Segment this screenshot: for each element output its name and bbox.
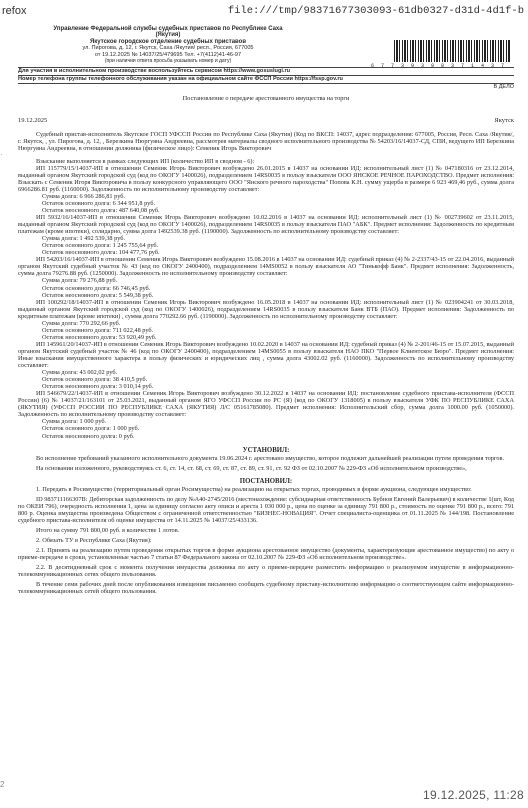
ip-item: ИП 115779/15/14037-ИП в отношении Семеник Игорь Викторович возбуждено 26.01.2015 в 14037 на основании ИД: исполнительный лист (1) № 047180316 от 23.12.2014, выданный органом Якутский городской суд (код по ОКОГУ 1400026), подразделением 14RS0035 в пользу взыскателя ООО ЯНСКОЕ РЕЧНОЕ ПАРОХОДСТВО. Предмет исполнения: Взыскать с Семеник Игоря Викторовича в пользу конкурсного управляющего ООО "Янского речного пароходства" Попова К.Н. сумму ущерба в размере 6 923 469,46 руб., сумма долга 6966286.81 руб. (1160000). Задолженность по исполнительному производству составляет: [18,164,514,193]
ip-item: ИП 145961/20/14037-ИП в отношении Семеник Игорь Викторович возбуждено 10.02.2020 в 14037 на основании ИД: судебный приказ (4) № 2-201/46-15 от 15.07.2015, выданный органом Якутский судебный участок № 46 (код по ОКОГУ 2400400), подразделением 14MS0055 в пользу взыскателя НАО ПКО "Первое Клиентское Бюро". Предмет исполнения: Иные взыскания имущественного характера в пользу физических и юридических лиц , сумма долга 43002.02 руб. (1160000). Задолженность по исполнительному производству составляет: [18,340,515,370]
header-block [18,26,318,64]
doc-title: Постановление о передаче арестованного имущества на торги [182,95,350,103]
ip-item: ИП 100292/18/14037-ИП в отношении Семеник Игорь Викторович возбуждено 16.05.2018 в 14037 на основании ИД: исполнительный лист (1) № 023904241 от 30.03.2018, выданный органом Якутский городской суд (код по ОКОГУ 1400026), подразделением 14RS0035 в пользу взыскателя Банк ВТБ (ПАО). Предмет исполнения: Задолженность по кредитным платежам (кроме ипотеки) , сумма долга 770292.66 руб. (1190000). Задолженность по исполнительному производству составляет: [18,298,514,320]
lot-description: ID 983711166307В: Дебиторская задолженность по делу №А40-2745/2016 (местонахождение: субсидиарная ответственность Бубнов Евгений Валерьевич) в количестве 1(шт, Код по ОКЕИ 796), очередность исполнения 1, цена за единицу согласно акту описи и ареста 1 030 000 р., цена по оценке за единицу 791 800 р., стоимость по оценке 791 800 р., всего: 791 800 р. Оценка имущества произведена Обществом с ограниченной ответственностью "БИЗНЕС-НОВАЦИЯ". Отчет специалиста-оценщика от 01.11.2025 № 144/198. Постановление судебного пристава-исполнителя об оценке имущества от 14.11.2025 № 14037/25/433136. [18,495,514,524]
ip-sum: Остаток основного долга: 38 410,5 руб. [42,376,148,384]
doc-city: Якутск [494,116,514,124]
doc-date: 19.12.2025 [18,116,48,124]
vzysk-line: Взыскание выполняется в рамках следующих ИП (количество ИП в сводном - 6): [36,157,255,165]
org-name: Управление Федеральной службы судебных приставов по Республике Саха [53,26,283,32]
ip-sum: Остаток неосновного долга: 104 477,76 руб. [42,249,160,257]
in-delo-stamp: В ДЕЛО [493,84,514,91]
total-line: Итого на сумму 791 800,00 руб. в количестве 1 лотов. [36,526,180,534]
section-heading-postanovil: ПОСТАНОВИЛ: [239,477,293,485]
point-2-2: 2.2. В десятидневный срок с момента получения имущества должника по акту о приеме-передаче разместить информацию о реализуемом имуществе в информационно-телекоммуникационных сетях общего пользования. [18,564,514,579]
ip-sum: Остаток основного долга: 711 022,48 руб. [42,326,154,334]
reply-note: (при наличии ответа просьба указывать номер и дату) [104,58,232,65]
ip-sum: Сумма долга: 1 492 539,38 руб. [42,235,126,243]
org-address: ул. Пирогова, д. 12, г. Якутск, Саха /Якутия/ респ., Россия, 677005 [82,45,254,52]
section-heading-ustanovil: УСТАНОВИЛ: [242,446,290,454]
ip-sum: Остаток неосновного долга: 487 640,08 руб. [42,207,160,214]
barcode-number: 6 7 7 3 9 3 9 8 3 7 1 4 3 7 [370,63,506,69]
document-page [18,26,514,788]
gosuslugi-info: Для участия в исполнительном производстве воспользуйтесь сервисом https://www.gosuslugi.ru [18,68,291,75]
point-1: 1. Передать в Росимущество (территориальный орган Росимущества) на реализацию на открытых торгах, проводимых в форме аукциона, следующее имущество: [36,485,472,493]
ip-sum: Остаток неосновного долга: 0 руб. [42,432,135,440]
ip-list [18,165,514,440]
ip-sum: Сумма долга: 1 000 руб. [42,418,107,426]
barcode [394,40,510,62]
doc-number-line: от 19.12.2025 № 14037/25/479695 Тел. +7(4112)41-46-97 [94,51,242,58]
ip-sum: Остаток основного долга: 66 746,45 руб. [42,284,151,292]
gutter-mark: 2 [0,780,5,789]
tab-title[interactable]: refox [2,5,27,17]
point-2-3: В течение семи рабочих дней после опубликования извещения письменно сообщить судебному приставу-исполнителю информацию о соответствующем сайте информационно-телекоммуникационных сетей общего пользования. [18,581,514,596]
ip-sum: Сумма долга: 6 966 286,81 руб. [42,192,126,200]
gutter-mark: · [0,150,3,159]
ustanovil-text: Во исполнение требований указанного исполнительного документа 19.06.2024 г. арестовано имущество, которое подлежит дальнейшей реализации путем проведения торгов. [36,454,505,462]
ip-sum: Сумма долга: 79 276,88 руб. [42,277,118,285]
ip-sum: Остаток основного долга: 6 344 951,8 руб. [42,199,156,207]
point-2-1: 2.1. Принять на реализацию путем проведения открытых торгов в форме аукциона арестованное имущество (документы, характеризующие арестованное имущество) по акту о приеме-передаче в сроки, установленные частью 7 статьи 87 Федерального закона от 02.10.2007 № 229-ФЗ «Об исполнительном производстве». [18,546,514,562]
phone-info: Номер телефона группы телефонного обслуживания указан на официальном сайте ФССП России https://fssp.gov.ru [18,76,343,83]
intro-paragraph: Судебный пристав-исполнитель Якутское ГОСП УФССП России по Республике Саха (Якутия) (Код по ВКСП: 14037, адрес подразделения: 677005, Россия, Респ. Саха /Якутия/, г. Якутск, , ул. Пирогова, д. 12, , Березкина Нюргуяна Андреевна, рассмотрев материалы сводного исполнительного производства № 54203/16/14037-СД, СПИ, ведущего ИП Березкина Нюргуяна Андреевна, в отношении должника (физическое лицо): Семеник Игорь Викторович [18,130,514,152]
ip-sum: Остаток основного долга: 1 245 755,64 руб. [42,242,159,250]
url-text[interactable]: file:///tmp/98371677303093-61db0327-d31d-4d1f-b [227,5,524,17]
department-name: Якутское городское отделение судебных приставов [89,38,247,45]
ip-sum: Остаток неосновного долга: 5 549,38 руб. [42,291,154,299]
ip-sum: Остаток основного долга: 1 000 руб. [42,425,140,433]
date-city-row [18,117,514,125]
ip-item: ИП 5932/16/14037-ИП в отношении Семеник Игорь Викторович возбуждено 10.02.2016 в 14037 на основании ИД: исполнительный лист (1) № 002739602 от 23.11.2015, выданный органом Якутский городской суд (код по ОКОГУ 1400026), подразделением 14RS0035 в пользу взыскателя ПАО "АБК". Предмет исполнения: Задолженность по кредитным платежам (кроме ипотеки), солидарно, сумма долга 1492539.38 руб. (1190000). Задолженность по исполнительному производству составляет: [18,214,514,236]
capture-timestamp: 19.12.2025, 11:28 [423,788,524,802]
legal-basis: На основании изложенного, руководствуясь ст. 6, ст. 14, ст. 68, ст. 69, ст. 87, ст. 89, ст. 91, ст. 92 ФЗ от 02.10.2007 № 229-ФЗ «Об исполнительном производстве», [36,464,467,472]
point-2: 2. Обязать ТУ в Республике Саха (Якутия): [36,536,152,544]
ip-sum: Сумма долга: 43 002,02 руб. [42,369,118,377]
ip-sum: Сумма долга: 770 292,66 руб. [42,319,121,327]
ip-item: ИП 54203/16/14037-ИП в отношении Семеник Игорь Викторович возбуждено 15.08.2016 в 14037 на основании ИД: судебный приказ (4) № 2-2337/43-15 от 22.04.2016, выданный органом Якутский судебный участок № 43 (код по ОКОГУ 2400400), подразделением 14MS0052 в пользу взыскателя АО "Тинькофф Банк". Предмет исполнения: Задолженность, сумма долга 79276.88 руб. (1250000). Задолженность по исполнительному производству составляет: [18,256,515,278]
org-name-region: (Якутия) [155,32,181,39]
ip-item: ИП 546679/22/14037-ИП в отношении Семеник Игорь Викторович возбуждено 30.12.2022 в 14037 на основании ИД: постановление судебного пристава-исполнителя (ФССП России) (6) № 14037/21/163101 от 25.03.2021, выданный органом ЯГО УФССП России по РС (Я) (код по ОКОГУ 1318005) в пользу взыскателя УФК ПО РЕСПУБЛИКЕ САХА (ЯКУТИЯ) (УФССП РОССИИ ПО РЕСПУБЛИКЕ САХА (ЯКУТИЯ) Л/С 05161785080). Предмет исполнения: Исполнительский сбор, сумма долга 1000.00 руб. (1050000). Задолженность по исполнительному производству составляет: [18,390,514,419]
browser-bar [0,0,528,24]
ip-sum: Остаток неосновного долга: 53 920,49 руб. [42,333,157,341]
ip-sum: Остаток неосновного долга: 3 010,14 руб. [42,383,154,391]
